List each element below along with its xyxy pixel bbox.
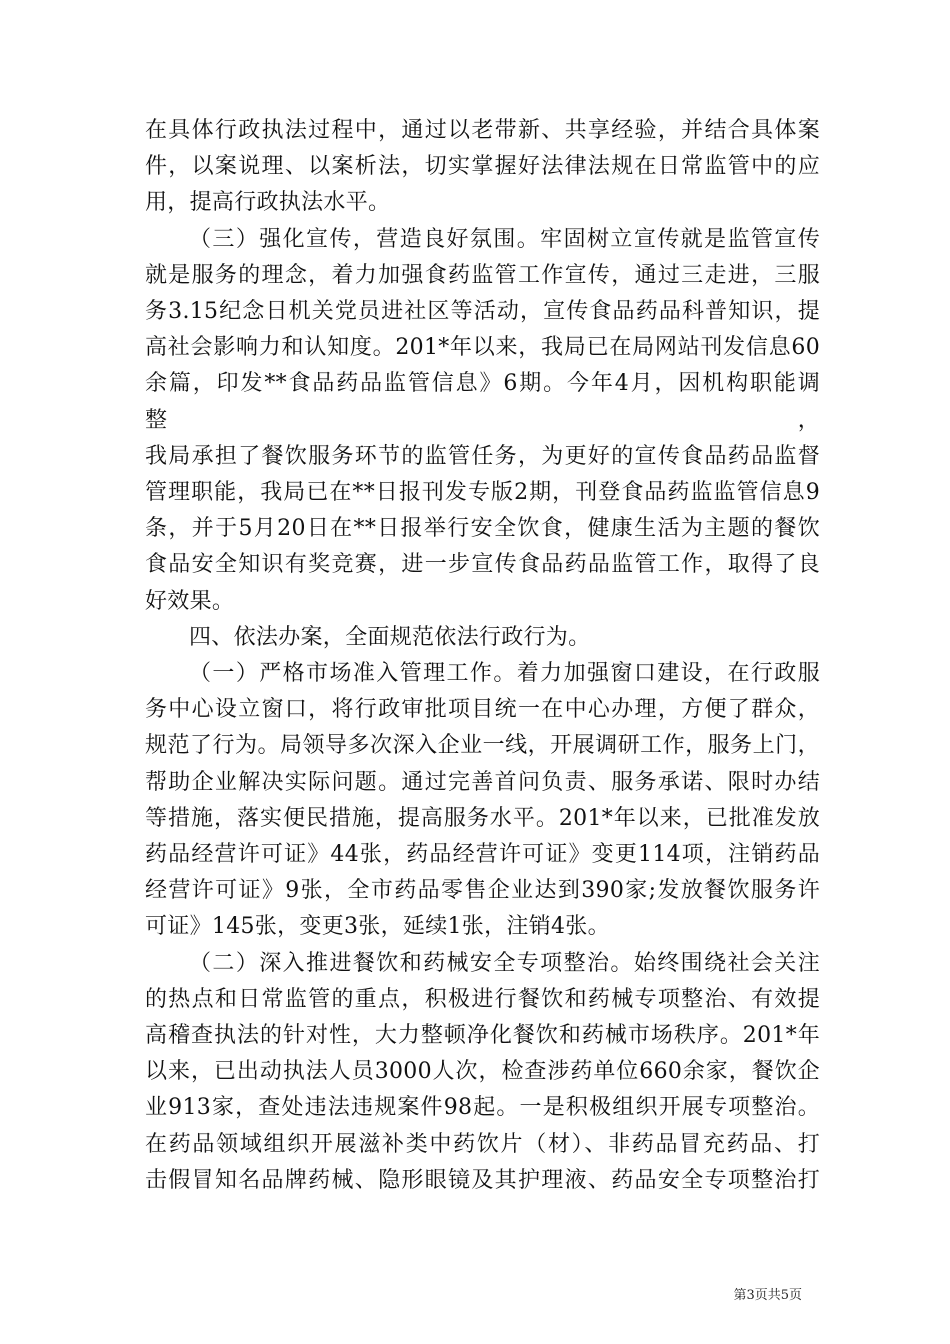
text-line: 经营许可证》9张，全市药品零售企业达到390家;发放餐饮服务许	[145, 878, 820, 904]
page-number: 第3页共5页	[733, 1288, 802, 1303]
text-line: 务3.15纪念日机关党员进社区等活动，宣传食品药品科普知识，提	[145, 299, 820, 325]
text-line: 药品经营许可证》44张，药品经营许可证》变更114项，注销药品	[145, 842, 820, 868]
text-line: 业913家，查处违法违规案件98起。一是积极组织开展专项整治。	[145, 1095, 820, 1121]
text-line: 就是服务的理念，着力加强食药监管工作宣传，通过三走进，三服	[145, 262, 820, 288]
text-line: 在具体行政执法过程中，通过以老带新、共享经验，并结合具体案	[145, 118, 820, 143]
text-line: 规范了行为。局领导多次深入企业一线，开展调研工作，服务上门，	[145, 733, 820, 759]
text-line: 可证》145张，变更3张，延续1张，注销4张。	[145, 914, 610, 940]
section-heading-line: （一）严格市场准入管理工作。着力加强窗口建设，在行政服	[189, 661, 820, 687]
text-line: 的热点和日常监管的重点，积极进行餐饮和药械专项整治、有效提	[145, 986, 820, 1012]
text-line: 等措施，落实便民措施，提高服务水平。201*年以来，已批准发放	[145, 805, 820, 831]
text-line: 条，并于5月20日在**日报举行安全饮食，健康生活为主题的餐饮	[145, 516, 820, 542]
text-line: 余篇，印发**食品药品监管信息》6期。今年4月，因机构职能调整，	[145, 371, 820, 433]
text-line: 食品安全知识有奖竞赛，进一步宣传食品药品监管工作，取得了良	[145, 552, 820, 578]
text-line: 我局承担了餐饮服务环节的监管任务，为更好的宣传食品药品监督	[145, 443, 820, 469]
text-line: 高稽查执法的针对性，大力整顿净化餐饮和药械市场秩序。201*年	[145, 1023, 820, 1049]
text-line: 高社会影响力和认知度。201*年以来，我局已在局网站刊发信息60	[145, 335, 820, 361]
text-line: 击假冒知名品牌药械、隐形眼镜及其护理液、药品安全专项整治打	[145, 1167, 820, 1193]
section-heading-line: （三）强化宣传，营造良好氛围。牢固树立宣传就是监管宣传	[189, 226, 820, 252]
text-line: 在药品领域组织开展滋补类中药饮片（材）、非药品冒充药品、打	[145, 1131, 820, 1157]
text-line: 务中心设立窗口，将行政审批项目统一在中心办理，方便了群众，	[145, 697, 820, 723]
text-line: 用，提高行政执法水平。	[145, 190, 391, 216]
section-heading-line: （二）深入推进餐饮和药械安全专项整治。始终围绕社会关注	[189, 950, 820, 976]
text-line: 好效果。	[145, 588, 235, 614]
body-text	[145, 113, 820, 1199]
text-line: 件，以案说理、以案析法，切实掌握好法律法规在日常监管中的应	[145, 154, 820, 180]
text-line: 管理职能，我局已在**日报刊发专版2期，刊登食品药监监管信息9	[145, 480, 820, 506]
section-heading: 四、依法办案，全面规范依法行政行为。	[189, 624, 591, 650]
text-line: 以来，已出动执法人员3000人次，检查涉药单位660余家，餐饮企	[145, 1059, 820, 1085]
text-line: 帮助企业解决实际问题。通过完善首问负责、服务承诺、限时办结	[145, 769, 820, 795]
